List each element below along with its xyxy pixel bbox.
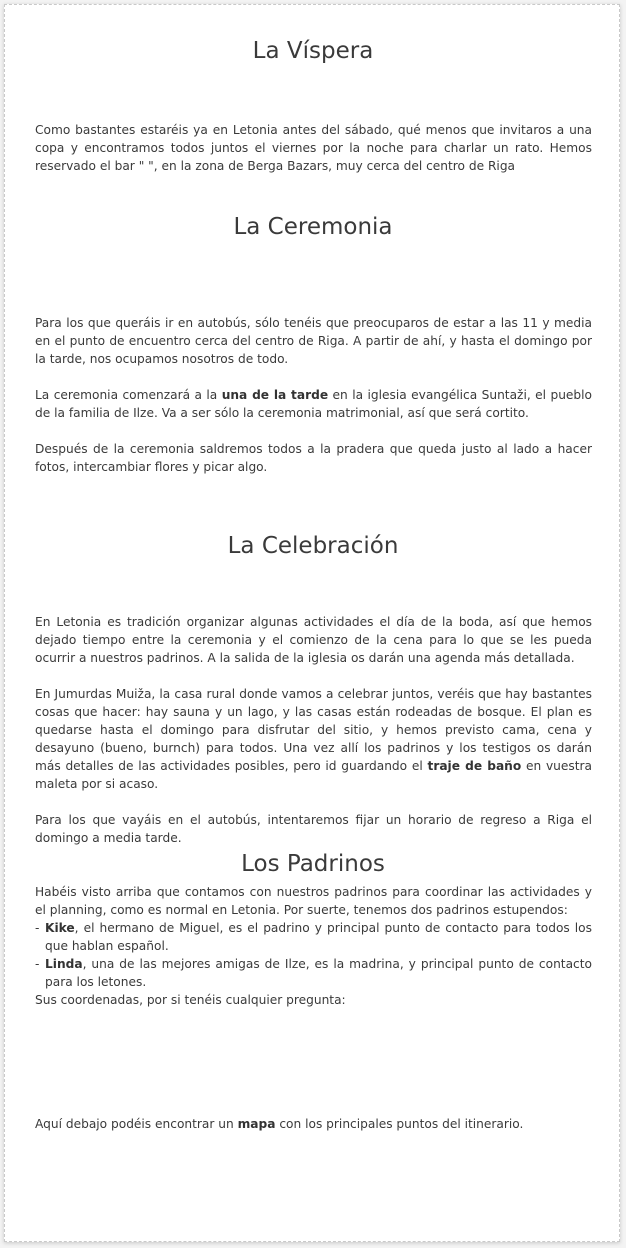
map-highlight: mapa (237, 1117, 276, 1131)
ceremonia-paragraph-2 (35, 386, 592, 422)
text: En Jumurdas Muiža, la casa rural donde vamos a celebrar juntos, veréis que hay bastantes cosas que hacer: hay sauna y un lago, y las casas están rodeadas de bosque. El plan es quedarse hasta el domingo para disfrutar del sitio, y hemos previsto cama, cena y desayuno (bueno, burnch) para todos. Una vez allí los padrinos y los testigos os darán más detalles de las actividades posibles, pero id guardando el (35, 687, 592, 773)
section-title-padrinos: Los Padrinos (241, 851, 385, 877)
ceremonia-block (35, 314, 592, 476)
padrinos-coords: Sus coordenadas, por si tenéis cualquier pregunta: (35, 993, 346, 1007)
ceremonia-paragraph-3: Después de la ceremonia saldremos todos a la pradera que queda justo al lado a hacer fotos, intercambiar flores y picar algo. (35, 442, 592, 474)
list-item (35, 955, 592, 991)
text: , una de las mejores amigas de Ilze, es la madrina, y principal punto de contacto para los letones. (45, 957, 592, 989)
section-title-vispera: La Víspera (252, 38, 374, 64)
ceremonia-paragraph-1: Para los que queráis ir en autobús, sólo tenéis que preocuparos de estar a las 11 y media en el punto de encuentro cerca del centro de Riga. A partir de ahí, y hasta el domingo por la tarde, nos ocupamos nosotros de todo. (35, 316, 592, 366)
highlight-time: una de la tarde (221, 388, 329, 402)
map-block (35, 1115, 592, 1133)
celebracion-paragraph-2 (35, 685, 592, 793)
map-paragraph (35, 1115, 592, 1133)
text: La ceremonia comenzará a la (35, 388, 222, 402)
text: , el hermano de Miguel, es el padrino y principal punto de contacto para todos los que hablan español. (45, 921, 592, 953)
vispera-paragraph: Como bastantes estaréis ya en Letonia antes del sábado, qué menos que invitaros a una copa y encontramos todos juntos el viernes por la noche para charlar un rato. Hemos reservado el bar " ", en la zona de Berga Bazars, muy cerca del centro de Riga (35, 123, 592, 173)
celebracion-block (35, 613, 592, 847)
text: Aquí debajo podéis encontrar un (35, 1117, 238, 1131)
padrinos-list (35, 919, 592, 991)
celebracion-paragraph-3: Para los que vayáis en el autobús, intentaremos fijar un horario de regreso a Riga el domingo a media tarde. (35, 813, 592, 845)
section-title-celebracion: La Celebración (227, 533, 399, 559)
vispera-block (35, 121, 592, 175)
dash: - (35, 921, 40, 935)
padrinos-block (35, 883, 592, 1009)
padrino-name: Kike (45, 921, 75, 935)
section-title-ceremonia: La Ceremonia (233, 214, 393, 240)
celebracion-paragraph-1: En Letonia es tradición organizar algunas actividades el día de la boda, así que hemos dejado tiempo entre la ceremonia y el comienzo de la cena para lo que se les pueda ocurrir a nuestros padrinos. A la salida de la iglesia os darán una agenda más detallada. (35, 615, 592, 665)
text: con los principales puntos del itinerario. (275, 1117, 524, 1131)
madrina-name: Linda (45, 957, 83, 971)
padrinos-intro: Habéis visto arriba que contamos con nuestros padrinos para coordinar las actividades y el planning, como es normal en Letonia. Por suerte, tenemos dos padrinos estupendos: (35, 885, 592, 917)
text: en vuestra maleta por si acaso. (35, 759, 592, 791)
highlight-swimsuit: traje de baño (427, 759, 522, 773)
list-item (35, 919, 592, 955)
text: en la iglesia evangélica Suntaži, el pueblo de la familia de Ilze. Va a ser sólo la ceremonia matrimonial, así que será cortito. (35, 388, 592, 420)
dash: - (35, 957, 40, 971)
